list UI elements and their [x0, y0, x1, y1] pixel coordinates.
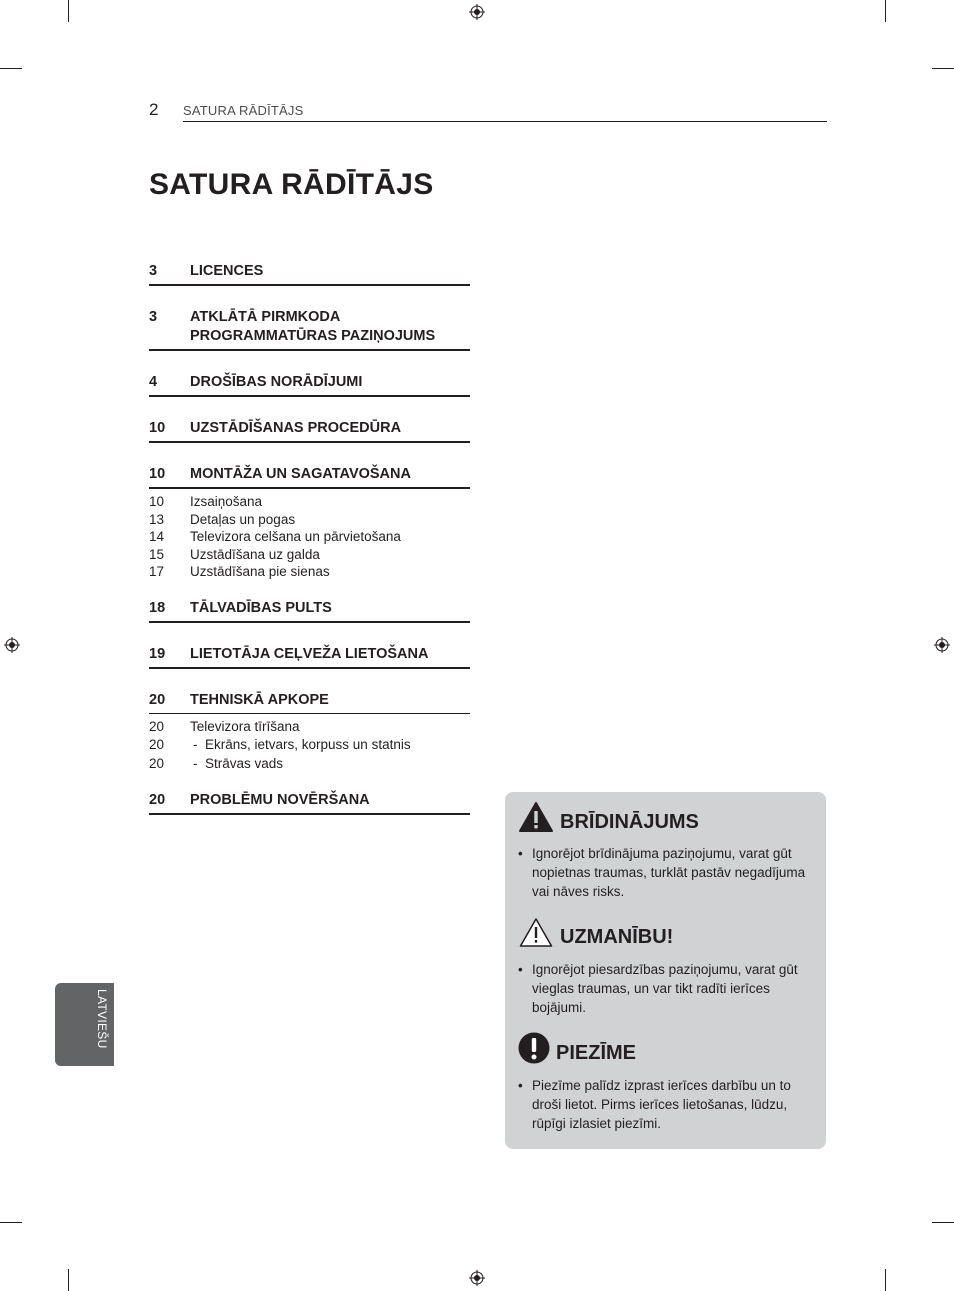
- toc-section-page: 18: [149, 599, 166, 616]
- note-text: • Piezīme palīdz izprast ierīces darbību un to droši lietot. Pirms ierīces lietošanas, lūdzu, rūpīgi izlasiet piezīmi.: [518, 1078, 791, 1131]
- toc-section[interactable]: [149, 262, 470, 286]
- language-side-tab: [55, 983, 114, 1066]
- toc-section[interactable]: [149, 645, 470, 669]
- toc-section-page: 4: [149, 374, 158, 390]
- note-heading: [518, 1032, 636, 1064]
- toc-subsection[interactable]: [149, 493, 470, 511]
- caution-triangle-outline-icon: [518, 916, 554, 948]
- toc-subsection[interactable]: [149, 563, 470, 581]
- toc-subsection[interactable]: [149, 754, 470, 773]
- toc-subsection-title: Uzstādīšana uz galda: [190, 546, 320, 562]
- crop-mark: [68, 1269, 69, 1291]
- toc-subsection-list: [149, 714, 470, 774]
- toc-section-title: LIETOTĀJA CEĻVEŽA LIETOŠANA: [190, 645, 429, 662]
- toc-section-title: ATKLĀTĀ PIRMKODA PROGRAMMATŪRAS PAZIŅOJUMS: [190, 309, 436, 344]
- crop-mark: [932, 1222, 954, 1223]
- crop-mark: [0, 68, 22, 69]
- toc-subsection[interactable]: [149, 511, 470, 529]
- crop-mark: [885, 0, 886, 22]
- toc-subsection-list: [149, 489, 470, 581]
- registration-mark-icon: [934, 637, 950, 653]
- warning-heading: [518, 801, 699, 833]
- toc-section-title: PROBLĒMU NOVĒRŠANA: [190, 792, 370, 808]
- toc-section-title: TĀLVADĪBAS PULTS: [190, 599, 332, 616]
- safety-notes-box: [505, 792, 826, 1149]
- running-header-title: SATURA RĀDĪTĀJS: [183, 103, 304, 118]
- toc-section-title: DROŠĪBAS NORĀDĪJUMI: [190, 374, 363, 390]
- crop-mark: [885, 1269, 886, 1291]
- toc-subsection-page: 17: [149, 564, 165, 579]
- caution-heading: [518, 916, 673, 948]
- crop-mark: [68, 0, 69, 22]
- caution-title: UZMANĪBU!: [560, 926, 674, 948]
- header-rule: [183, 121, 827, 122]
- toc-section[interactable]: [149, 791, 470, 815]
- toc-subsection[interactable]: [149, 718, 470, 736]
- warning-triangle-filled-icon: [518, 801, 554, 833]
- toc-subsection-page: 20: [149, 737, 165, 752]
- warning-text: • Ignorējot brīdinājuma paziņojumu, varat gūt nopietnas traumas, turklāt pastāv negadījuma vai nāves risks.: [518, 846, 806, 899]
- toc-section[interactable]: [149, 308, 470, 351]
- toc-section-title: TEHNISKĀ APKOPE: [190, 691, 329, 708]
- toc-subsection[interactable]: [149, 528, 470, 546]
- toc-section-page: 3: [149, 309, 158, 325]
- toc-subsection-page: 14: [149, 529, 165, 544]
- toc-subsection-title: Uzstādīšana pie sienas: [190, 564, 330, 579]
- toc-subsection-page: 10: [149, 494, 165, 509]
- warning-title: BRĪDINĀJUMS: [560, 811, 699, 833]
- toc-section-page: 3: [149, 263, 158, 279]
- language-label: LATVIEŠU: [95, 989, 109, 1049]
- toc-section-title: UZSTĀDĪŠANAS PROCEDŪRA: [190, 420, 402, 436]
- toc-section[interactable]: [149, 373, 470, 397]
- toc-section-page: 10: [149, 420, 166, 436]
- page-title: SATURA RĀDĪTĀJS: [149, 168, 434, 201]
- toc-subsection[interactable]: [149, 735, 470, 754]
- crop-mark: [932, 68, 954, 69]
- toc-section[interactable]: [149, 465, 470, 489]
- toc-subsection-title: Televizora celšana un pārvietošana: [190, 529, 401, 544]
- toc-subsection-title: Televizora tīrīšana: [190, 718, 300, 734]
- toc-subsection-page: 20: [149, 756, 165, 771]
- page-number: 2: [149, 100, 159, 119]
- registration-mark-icon: [4, 637, 20, 653]
- toc-section[interactable]: [149, 599, 470, 623]
- toc-subsection-title: - Ekrāns, ietvars, korpuss un statnis: [190, 735, 411, 754]
- toc-section[interactable]: [149, 419, 470, 443]
- toc-subsection-page: 13: [149, 511, 165, 527]
- note-title: PIEZĪME: [556, 1042, 637, 1064]
- toc-section-title: MONTĀŽA UN SAGATAVOŠANA: [190, 466, 411, 482]
- exclamation-circle-icon: [518, 1032, 550, 1064]
- toc-subsection-page: 20: [149, 718, 165, 734]
- toc-subsection-page: 15: [149, 546, 165, 562]
- toc-section-page: 10: [149, 466, 166, 482]
- toc-subsection-title: - Strāvas vads: [190, 754, 283, 773]
- registration-mark-icon: [469, 1270, 485, 1286]
- toc-section-page: 19: [149, 645, 166, 662]
- toc-subsection-title: Izsaiņošana: [190, 494, 263, 509]
- toc-section-title: LICENCES: [190, 263, 264, 279]
- registration-mark-icon: [469, 4, 485, 20]
- caution-text: • Ignorējot piesardzības paziņojumu, varat gūt vieglas traumas, un var tikt radīti ierīces bojājumi.: [518, 962, 798, 1015]
- crop-mark: [0, 1222, 22, 1223]
- toc-section[interactable]: [149, 691, 470, 714]
- toc-subsection-title: Detaļas un pogas: [190, 511, 296, 527]
- table-of-contents: [149, 262, 470, 815]
- toc-section-page: 20: [149, 691, 166, 708]
- toc-section-page: 20: [149, 792, 166, 808]
- toc-subsection[interactable]: [149, 546, 470, 564]
